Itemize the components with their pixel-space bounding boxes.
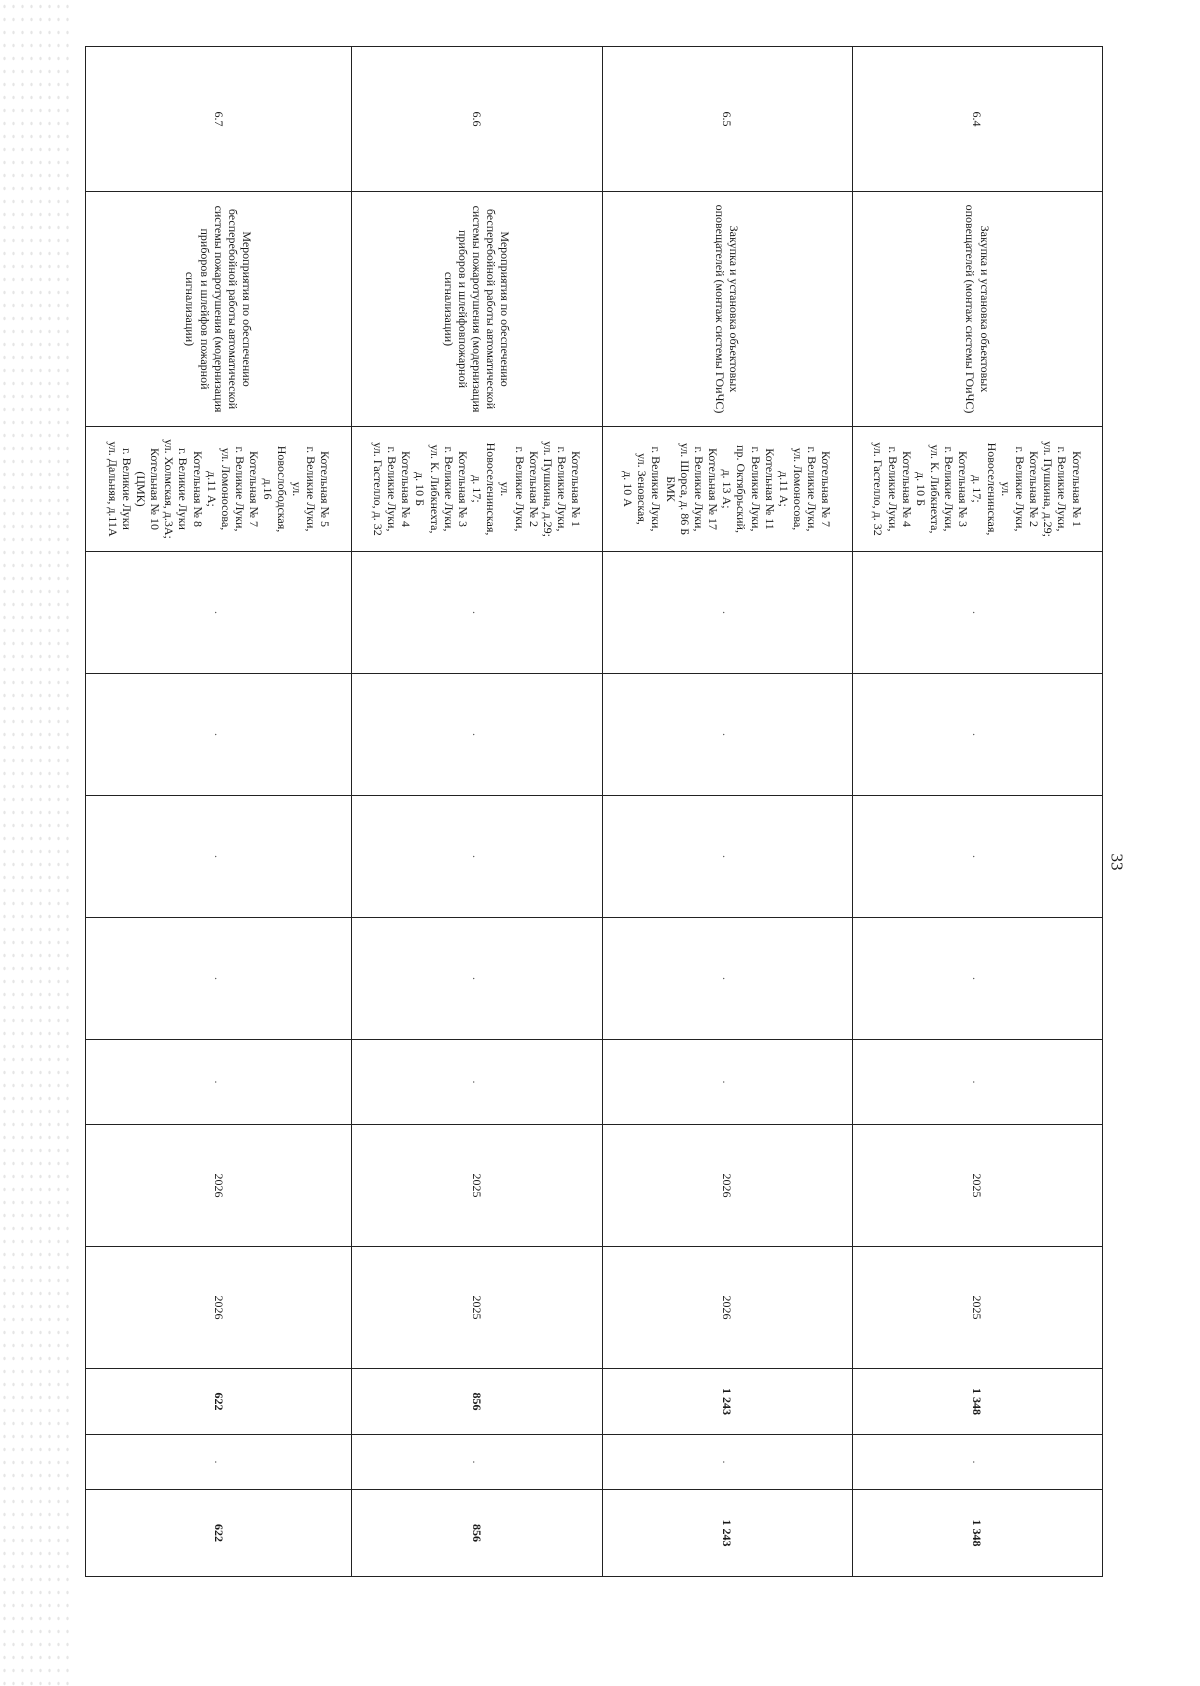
empty-cell-3: . [352,796,602,918]
total-value: 1 243 [602,1490,852,1577]
empty-cell-4: . [86,918,352,1040]
table-row [352,47,602,1577]
empty-cell-1: . [86,552,352,674]
empty-cell-6: . [352,1435,602,1490]
row-number: 6.7 [86,47,352,192]
start-year: 2025 [852,1125,1102,1247]
empty-cell-2: . [852,674,1102,796]
rotated-table-container [85,46,1103,1576]
empty-cell-3: . [852,796,1102,918]
table-row [602,47,852,1577]
empty-cell-2: . [602,674,852,796]
empty-cell-1: . [852,552,1102,674]
empty-cell-5: . [86,1040,352,1125]
table-row [852,47,1102,1577]
measure-description: Закупка и установка объектовых оповещателей (монтаж системы ГОиЧС) [852,192,1102,427]
total-value: 622 [86,1490,352,1577]
empty-cell-4: . [602,918,852,1040]
measure-description: Мероприятия по обеспечению бесперебойной работы автоматической системы пожаротушения (модернизация приборов и шлейфов пожарной сигнализации) [86,192,352,427]
cost-value: 1 348 [852,1369,1102,1435]
cost-value: 622 [86,1369,352,1435]
empty-cell-2: . [86,674,352,796]
empty-cell-6: . [86,1435,352,1490]
empty-cell-1: . [602,552,852,674]
empty-cell-6: . [852,1435,1102,1490]
empty-cell-2: . [352,674,602,796]
end-year: 2025 [852,1247,1102,1369]
measure-description: Мероприятия по обеспечению бесперебойной работы автоматической системы пожаротушения (модернизация приборов и шлейфовпожарной сигнализации) [352,192,602,427]
cost-value: 856 [352,1369,602,1435]
empty-cell-3: . [86,796,352,918]
empty-cell-1: . [352,552,602,674]
measures-table [85,46,1103,1577]
end-year: 2025 [352,1247,602,1369]
end-year: 2026 [86,1247,352,1369]
start-year: 2026 [602,1125,852,1247]
row-number: 6.6 [352,47,602,192]
boiler-locations: Котельная № 1 г. Великие Луки, ул. Пушкина, д.29; Котельная № 2 г. Великие Луки, ул. Новоселенинская, д. 17; Котельная № 3 г. Великие Луки, ул. К. Либкнехта, д. 10 Б Котельная № 4 г. Великие Луки, ул. Гастелло, д. 32 [852,427,1102,552]
start-year: 2025 [352,1125,602,1247]
empty-cell-6: . [602,1435,852,1490]
end-year: 2026 [602,1247,852,1369]
start-year: 2026 [86,1125,352,1247]
measure-description: Закупка и установка объектовых оповещателей (монтаж системы ГОиЧС) [602,192,852,427]
empty-cell-4: . [852,918,1102,1040]
empty-cell-5: . [852,1040,1102,1125]
empty-cell-3: . [602,796,852,918]
page-number: 33 [1107,853,1127,871]
boiler-locations: Котельная № 1 г. Великие Луки, ул. Пушкина, д.29; Котельная № 2 г. Великие Луки, ул. Новоселенинская, д. 17; Котельная № 3 г. Великие Луки, ул. К. Либкнехта, д. 10 Б Котельная № 4 г. Великие Луки, ул. Гастелло, д. 32 [352,427,602,552]
cost-value: 1 243 [602,1369,852,1435]
boiler-locations: Котельная № 5 г. Великие Луки, ул. Новослободская, д.16 Котельная № 7 г. Великие Луки, ул. Ломоносова, д.11 А; Котельная № 8 г. Великие Луки ул. Холмская, д.3А; Котельная № 10 (ЦМК) г. Великие Луки ул. Дальняя, д.11А [86,427,352,552]
empty-cell-4: . [352,918,602,1040]
empty-cell-5: . [602,1040,852,1125]
row-number: 6.5 [602,47,852,192]
boiler-locations: Котельная № 7 г. Великие Луки, ул. Ломоносова, д.11 А; Котельная № 11 г. Великие Луки, пр. Октябрьский, д. 13 А; Котельная № 17 г. Великие Луки, ул. Шорса, д. 86 Б БМК г. Великие Луки, ул. Зеновская, д. 10 А [602,427,852,552]
empty-cell-5: . [352,1040,602,1125]
total-value: 1 348 [852,1490,1102,1577]
row-number: 6.4 [852,47,1102,192]
total-value: 856 [352,1490,602,1577]
scan-noise [0,0,70,1686]
table-row [86,47,352,1577]
